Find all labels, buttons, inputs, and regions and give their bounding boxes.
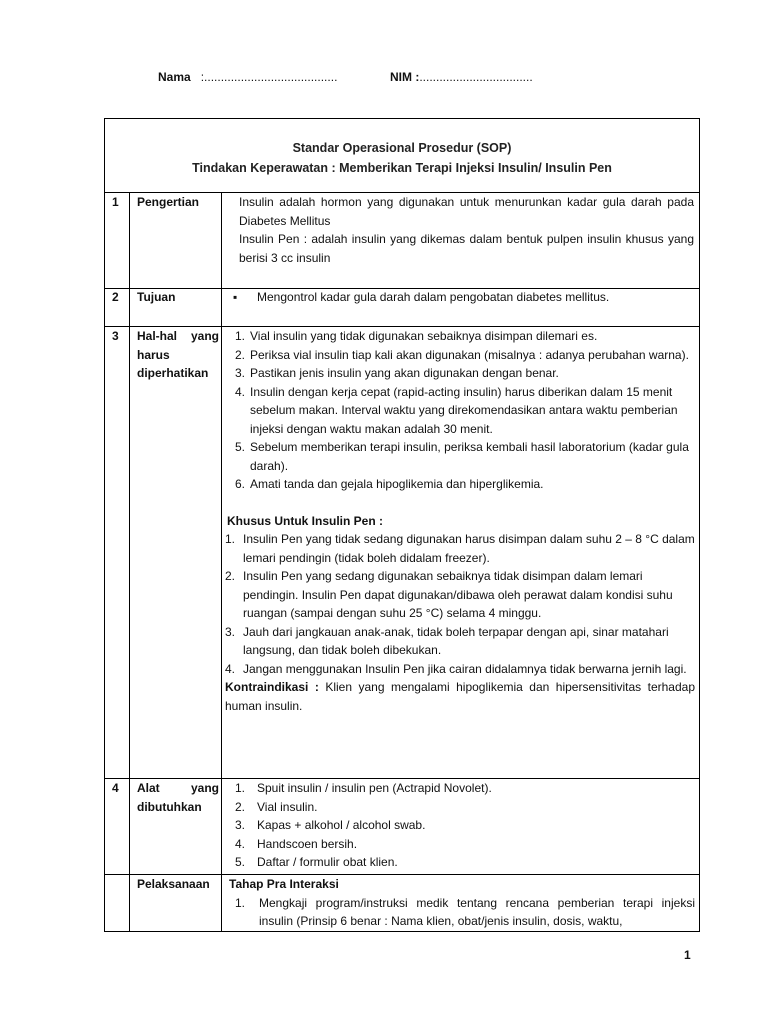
bullet-icon: ▪ xyxy=(233,290,238,304)
sop-table xyxy=(104,118,700,932)
list-item: 2. Insulin Pen yang sedang digunakan sebaiknya tidak disimpan dalam lemari pendingin. Insulin Pen dapat digunakan/dibawa oleh perawat dalam kondisi suhu ruangan (sampai dengan suhu 25 °C) selama 4 minggu. xyxy=(225,569,673,620)
sop-title: Standar Operasional Prosedur (SOP) xyxy=(292,141,512,155)
row-number: 2 xyxy=(112,290,119,304)
hal-hal-content xyxy=(225,327,695,715)
nim-label: NIM : xyxy=(390,70,420,84)
row-label-pelaksanaan: Pelaksanaan xyxy=(137,877,210,891)
tujuan-item xyxy=(233,288,695,307)
nim-field xyxy=(390,70,533,84)
khusus-heading: Khusus Untuk Insulin Pen : xyxy=(227,513,384,528)
list-item: 4. Handscoen bersih. xyxy=(235,836,358,851)
row-label-alat: Alat yang dibutuhkan xyxy=(137,781,219,814)
column-divider xyxy=(129,192,130,931)
list-item: 4. Insulin dengan kerja cepat (rapid-acting insulin) harus diberikan dalam 15 menit sebelum makan. Interval waktu yang direkomendasikan antara waktu pemberian injeksi dengan waktu makan adalah 30 menit. xyxy=(235,384,678,436)
list-item: 2. Periksa vial insulin tiap kali akan digunakan (misalnya : adanya perubahan warna). xyxy=(235,347,689,362)
pengertian-paragraph: Insulin Pen : adalah insulin yang dikemas dalam bentuk pulpen insulin khusus yang berisi 3 cc insulin xyxy=(239,232,694,265)
nama-blank: :........................................ xyxy=(200,70,338,84)
list-item: 6. Amati tanda dan gejala hipoglikemia dan hiperglikemia. xyxy=(235,477,544,491)
list-item: 4. Jangan menggunakan Insulin Pen jika cairan didalamnya tidak berwarna jernih lagi. xyxy=(225,661,687,676)
column-divider xyxy=(221,192,222,931)
tahap-heading: Tahap Pra Interaksi xyxy=(229,877,339,891)
pelaksanaan-content xyxy=(229,875,695,931)
list-item: 1. Insulin Pen yang tidak sedang digunakan harus disimpan dalam suhu 2 – 8 °C dalam lemari pendingin (tidak boleh didalam freezer). xyxy=(225,532,695,565)
row-number: 3 xyxy=(112,329,119,343)
row-label-pengertian: Pengertian xyxy=(137,195,200,209)
nama-label: Nama xyxy=(158,70,191,84)
list-item: 1. Mengkaji program/instruksi medik tentang rencana pemberian terapi injeksi insulin (Prinsip 6 benar : Nama klien, obat/jenis insulin, dosis, waktu, xyxy=(235,895,695,928)
list-item: 3. Kapas + alkohol / alcohol swab. xyxy=(235,818,426,832)
nama-field xyxy=(158,70,337,84)
nim-blank: .................................. xyxy=(419,70,533,84)
row-label-tujuan: Tujuan xyxy=(137,290,176,304)
row-number: 4 xyxy=(112,781,119,795)
list-item: 2. Vial insulin. xyxy=(235,799,318,814)
list-item: 5. Daftar / formulir obat klien. xyxy=(235,855,398,869)
pengertian-content xyxy=(239,193,694,267)
tujuan-text: Mengontrol kadar gula darah dalam pengobatan diabetes mellitus. xyxy=(257,290,610,304)
pengertian-paragraph: Insulin adalah hormon yang digunakan untuk menurunkan kadar gula darah pada Diabetes Mellitus xyxy=(239,195,694,228)
alat-content xyxy=(235,779,695,872)
list-item: 3. Pastikan jenis insulin yang akan digunakan dengan benar. xyxy=(235,366,559,380)
table-bottom xyxy=(105,931,699,932)
list-item: 5. Sebelum memberikan terapi insulin, periksa kembali hasil laboratorium (kadar gula darah). xyxy=(235,440,689,473)
kontraindikasi xyxy=(225,678,695,715)
page-number: 1 xyxy=(684,948,691,962)
list-item: 1. Vial insulin yang tidak digunakan sebaiknya disimpan dilemari es. xyxy=(235,329,598,343)
list-item: 3. Jauh dari jangkauan anak-anak, tidak boleh terpapar dengan api, sinar matahari langsung, dan tidak boleh dibekukan. xyxy=(225,624,669,657)
sop-subtitle: Tindakan Keperawatan : Memberikan Terapi Injeksi Insulin/ Insulin Pen xyxy=(192,161,612,175)
kontraindikasi-text: Klien yang mengalami hipoglikemia dan hipersensitivitas terhadap human insulin. xyxy=(225,680,696,713)
row-number: 1 xyxy=(112,195,119,209)
row-label-hal-hal: Hal-hal yang harus diperhatikan xyxy=(137,329,219,380)
kontraindikasi-label: Kontraindikasi : xyxy=(225,680,319,694)
list-item: 1. Spuit insulin / insulin pen (Actrapid Novolet). xyxy=(235,781,492,795)
